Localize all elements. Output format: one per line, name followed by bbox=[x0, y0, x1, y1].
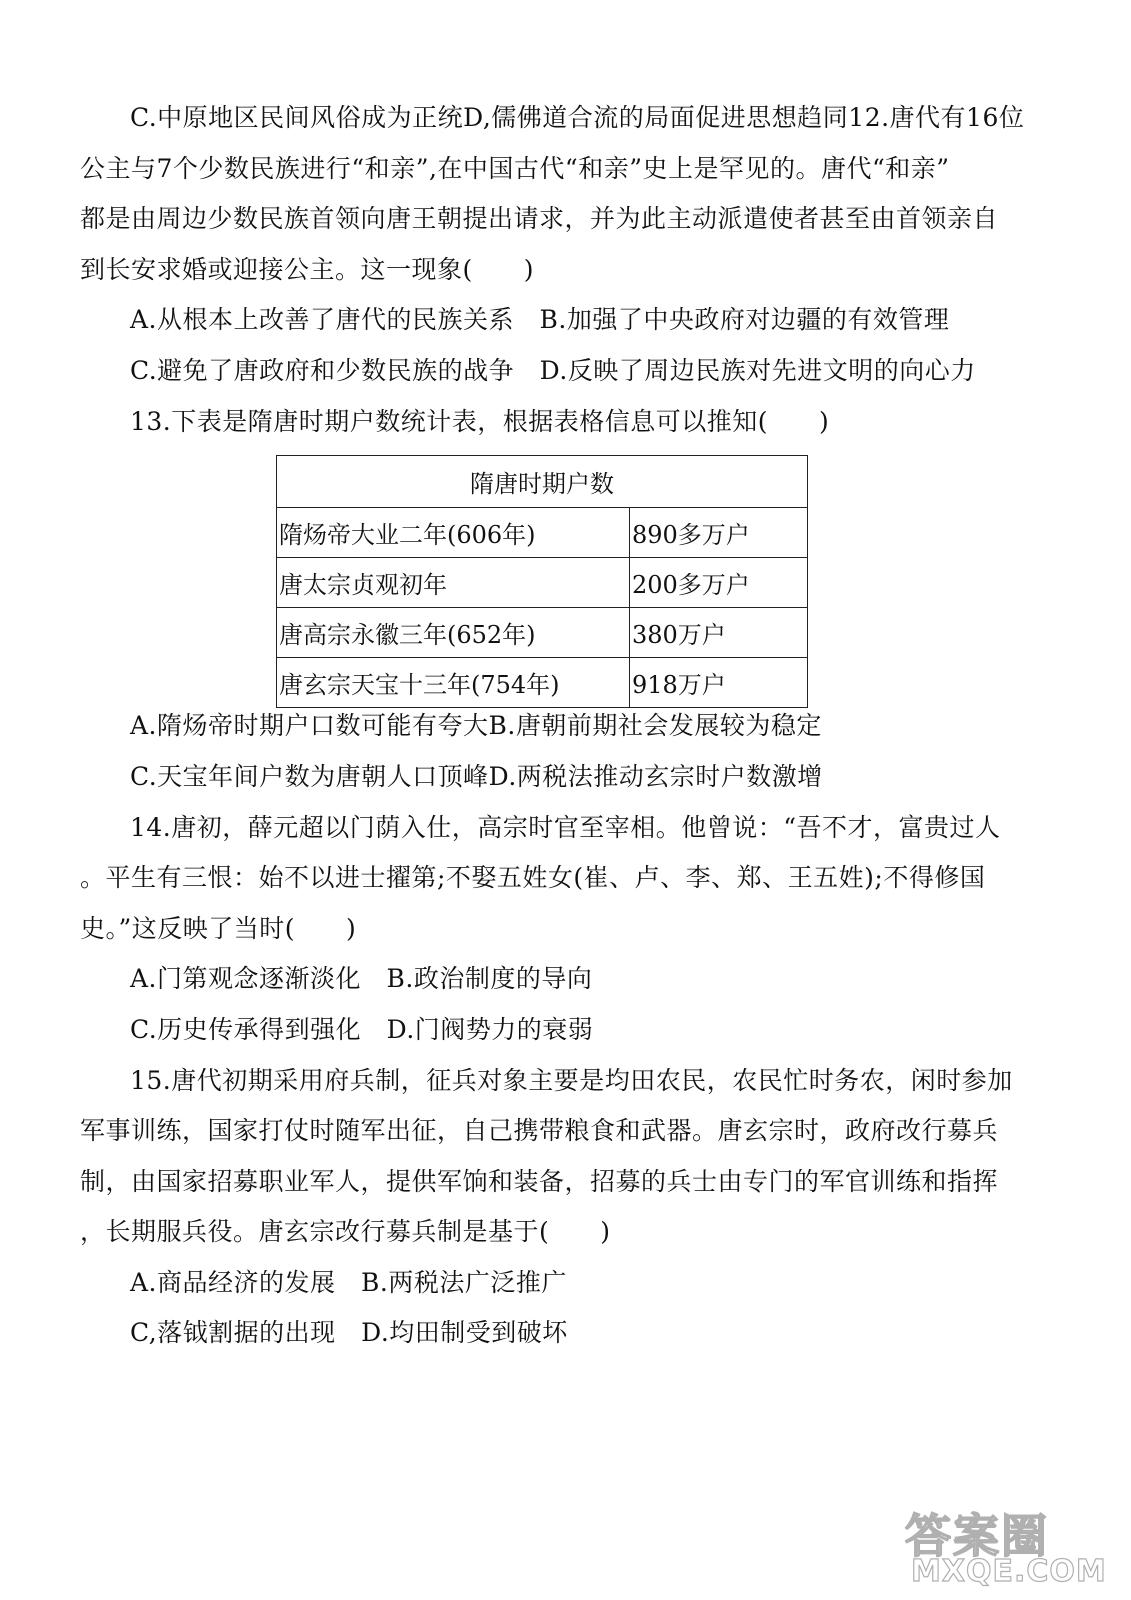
q12-stem-line-1: 公主与7个少数民族进行“和亲”,在中国古代“和亲”史上是罕见的。唐代“和亲” bbox=[80, 154, 950, 183]
q15-option-cd: C,落钺割据的出现 D.均田制受到破坏 bbox=[130, 1318, 568, 1347]
q14-option-cd: C.历史传承得到强化 D.门阀势力的衰弱 bbox=[130, 1015, 594, 1044]
table-row bbox=[277, 508, 808, 558]
q15-stem-line-2: 军事训练，国家打仗时随军出征，自己携带粮食和武器。唐玄宗时，政府改行募兵 bbox=[80, 1116, 999, 1145]
table-cell-period: 隋炀帝大业二年(606年) bbox=[277, 508, 630, 558]
table-cell-period: 唐玄宗天宝十三年(754年) bbox=[277, 658, 630, 708]
site-watermark bbox=[905, 1500, 1125, 1595]
table-cell-period: 唐太宗贞观初年 bbox=[277, 558, 630, 608]
q14-stem-line-1: 14.唐初，薛元超以门荫入仕，高宗时官至宰相。他曾说：“吾不才，富贵过人 bbox=[130, 813, 1001, 842]
table-cell-households: 380万户 bbox=[630, 608, 808, 658]
table-row bbox=[277, 608, 808, 658]
q13-stem: 13.下表是隋唐时期户数统计表，根据表格信息可以推知( ) bbox=[130, 407, 830, 436]
q12-option-ab: A.从根本上改善了唐代的民族关系 B.加强了中央政府对边疆的有效管理 bbox=[130, 305, 950, 334]
q15-option-ab: A.商品经济的发展 B.两税法广泛推广 bbox=[130, 1268, 567, 1297]
table-cell-households: 918万户 bbox=[630, 658, 808, 708]
q14-option-ab: A.门第观念逐渐淡化 B.政治制度的导向 bbox=[130, 964, 593, 993]
table-row bbox=[277, 558, 808, 608]
q13-option-cd: C.天宝年间户数为唐朝人口顶峰D.两税法推动玄宗时户数激增 bbox=[130, 762, 823, 791]
q12-stem-line-3: 到长安求婚或迎接公主。这一现象( ) bbox=[80, 255, 535, 284]
table-cell-households: 200多万户 bbox=[630, 558, 808, 608]
q13-option-ab: A.隋炀帝时期户口数可能有夸大B.唐朝前期社会发展较为稳定 bbox=[130, 711, 822, 740]
table-title: 隋唐时期户数 bbox=[277, 456, 808, 508]
q12-stem-line-2: 都是由周边少数民族首领向唐王朝提出请求，并为此主动派遣使者甚至由首领亲自 bbox=[80, 204, 999, 233]
table-cell-households: 890多万户 bbox=[630, 508, 808, 558]
q12-option-cd: C.避免了唐政府和少数民族的战争 D.反映了周边民族对先进文明的向心力 bbox=[130, 356, 976, 385]
q11-option-cd: C.中原地区民间风俗成为正统D,儒佛道合流的局面促进思想趋同12.唐代有16位 bbox=[130, 103, 1025, 132]
q15-stem-line-3: 制，由国家招募职业军人，提供军饷和装备，招募的兵士由专门的军官训练和指挥 bbox=[80, 1167, 999, 1196]
watermark-logo-text: 答案圈 bbox=[905, 1509, 1049, 1563]
q14-stem-line-3: 史。”这反映了当时( ) bbox=[80, 914, 357, 943]
q15-stem-line-1: 15.唐代初期采用府兵制，征兵对象主要是均田农民，农民忙时务农，闲时参加 bbox=[130, 1066, 1013, 1095]
q15-stem-line-4: ，长期服兵役。唐玄宗改行募兵制是基于( ) bbox=[80, 1217, 611, 1246]
household-table bbox=[276, 455, 808, 708]
watermark-domain: MXQE.COM bbox=[911, 1554, 1107, 1589]
table-cell-period: 唐高宗永徽三年(652年) bbox=[277, 608, 630, 658]
table-row bbox=[277, 658, 808, 708]
q14-stem-line-2: 。平生有三恨：始不以进士擢第;不娶五姓女(崔、卢、李、郑、王五姓);不得修国 bbox=[80, 863, 986, 892]
table-title-row bbox=[277, 456, 808, 508]
